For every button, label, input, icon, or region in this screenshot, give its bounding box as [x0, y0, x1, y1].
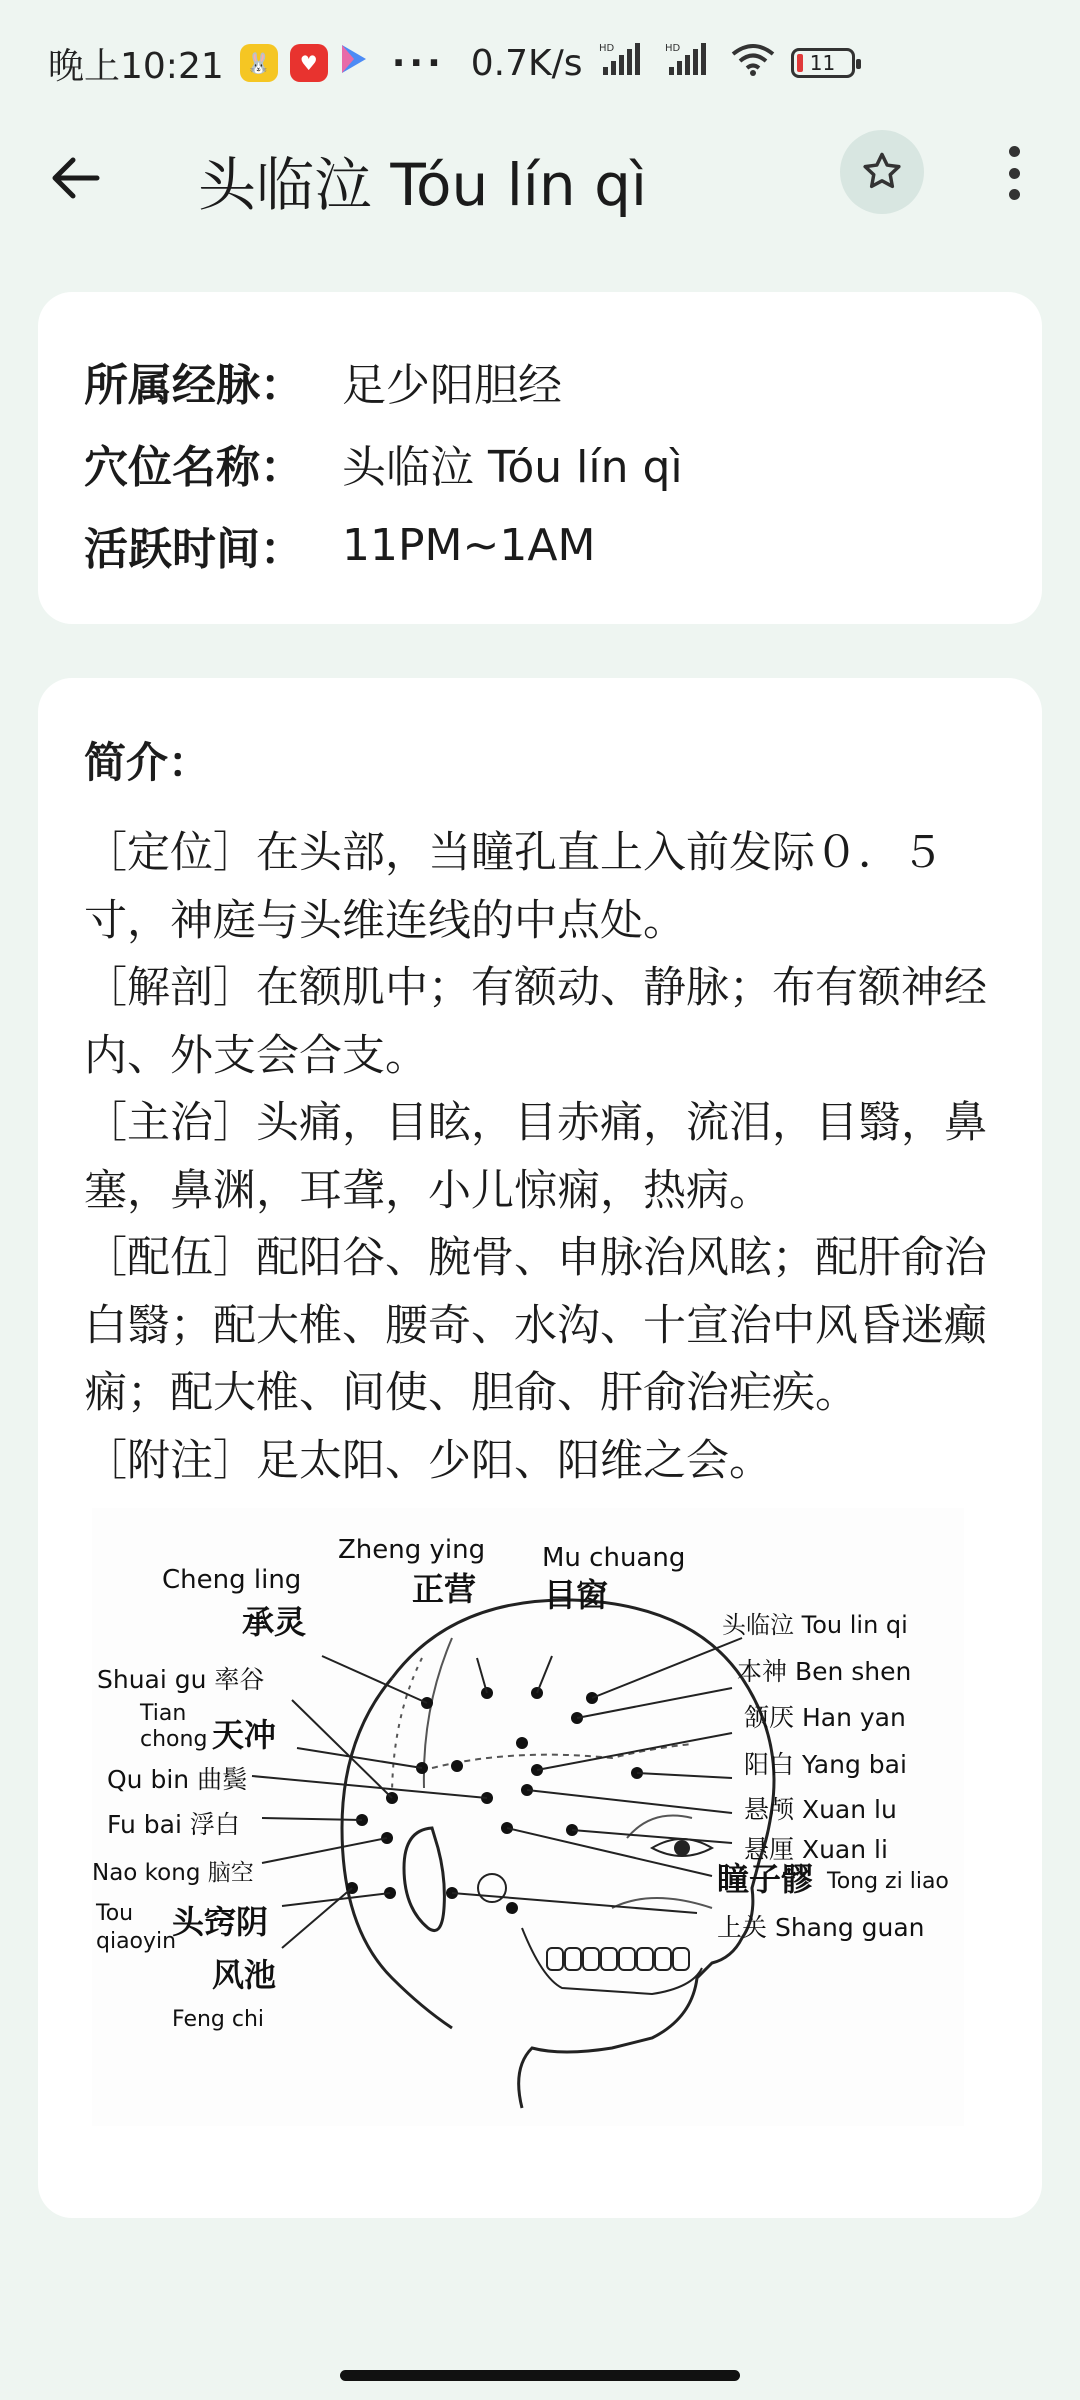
head-acupoint-illustration: [92, 1508, 964, 2126]
description-notes: ［附注］足太阳、少阳、阳维之会。: [84, 1435, 772, 1486]
home-indicator[interactable]: [340, 2370, 740, 2381]
meridian-value: 足少阳胆经: [342, 360, 562, 411]
active-time-value: 11PM~1AM: [342, 519, 596, 571]
description-card: [38, 678, 1042, 2218]
label-tou-qiaoyin-cn: 头窍阴: [172, 1903, 269, 1941]
network-speed: 0.7K/s: [470, 42, 583, 84]
status-bar: [0, 0, 1080, 126]
label-mu-chuang-en: Mu chuang: [542, 1543, 686, 1573]
active-time-row: [84, 504, 996, 586]
label-zheng-ying-en: Zheng ying: [338, 1535, 486, 1565]
signal-icon-1: [599, 41, 643, 86]
label-mu-chuang-cn: 目窗: [544, 1576, 609, 1614]
description-combinations: ［配伍］配阳谷、腕骨、申脉治风眩；配肝俞治白翳；配大椎、腰奇、水沟、十宣治中风昏迷癫痫；配大椎、间使、胆俞、肝俞治疟疾。: [84, 1233, 987, 1418]
play-store-icon: [340, 43, 368, 84]
status-time: 晚上10:21: [48, 45, 224, 87]
label-tong-zi-liao-cn: 瞳子髎: [717, 1860, 814, 1898]
label-tong-zi-liao-en: Tong zi liao: [827, 1869, 949, 1894]
label-xuan-lu: 悬颅 Xuan lu: [744, 1795, 897, 1824]
notification-app-icon-1: 🐰: [240, 44, 278, 82]
wifi-icon: [731, 42, 775, 85]
favorite-button[interactable]: [840, 130, 924, 214]
battery-icon: [791, 48, 855, 78]
acupoint-name-value: 头临泣 Tóu lín qì: [342, 442, 683, 493]
label-cheng-ling-cn: 承灵: [242, 1603, 307, 1641]
label-ben-shen: 本神 Ben shen: [737, 1657, 912, 1686]
svg-text:HD: HD: [664, 42, 680, 54]
star-outline-icon: [859, 149, 905, 195]
notification-app-icon-2: ♥: [290, 44, 328, 82]
info-card: [38, 292, 1042, 624]
label-han-yan: 颔厌 Han yan: [744, 1703, 906, 1732]
label-cheng-ling-en: Cheng ling: [162, 1565, 302, 1595]
app-bar: [0, 126, 1080, 228]
label-tian-chong-en-2: chong: [140, 1727, 208, 1752]
description-location: ［定位］在头部，当瞳孔直上入前发际０．５寸，神庭与头维连线的中点处。: [84, 828, 944, 946]
active-time-label: 活跃时间：: [84, 524, 304, 575]
page-title: 头临泣 Tóu lín qì: [198, 151, 648, 219]
description-indications: ［主治］头痛，目眩，目赤痛，流泪，目翳，鼻塞，鼻渊，耳聋，小儿惊痫，热病。: [84, 1098, 987, 1216]
more-vert-icon: [1009, 146, 1020, 157]
battery-level: 11: [809, 51, 836, 75]
label-xuan-li: 悬厘 Xuan li: [744, 1835, 888, 1864]
label-nao-kong: Nao kong 脑空: [92, 1860, 254, 1886]
acupoint-name-label: 穴位名称：: [84, 442, 304, 493]
label-qu-bin: Qu bin 曲鬓: [107, 1765, 248, 1794]
label-zheng-ying-cn: 正营: [412, 1570, 477, 1608]
label-tou-qiaoyin-en-1: Tou: [96, 1901, 134, 1926]
label-tou-qiaoyin-en-2: qiaoyin: [96, 1929, 177, 1954]
description-text: [84, 820, 996, 1495]
acupoint-diagram: [92, 1508, 964, 2126]
label-yang-bai: 阳白 Yang bai: [744, 1750, 907, 1779]
more-options-button[interactable]: [992, 140, 1036, 206]
meridian-label: 所属经脉：: [84, 360, 304, 411]
svg-text:HD: HD: [598, 42, 614, 54]
label-shang-guan: 上关 Shang guan: [717, 1913, 925, 1942]
label-shuai-gu: Shuai gu 率谷: [97, 1665, 265, 1694]
label-feng-chi-en: Feng chi: [172, 2007, 265, 2032]
label-tian-chong-cn: 天冲: [212, 1716, 277, 1754]
signal-icon-2: [665, 41, 709, 86]
arrow-left-icon: [51, 156, 101, 200]
back-button[interactable]: [44, 146, 108, 210]
more-notifications-icon: ···: [391, 42, 445, 84]
label-tou-lin-qi: 头临泣 Tou lin qi: [722, 1611, 908, 1639]
meridian-row: [84, 340, 996, 422]
label-fu-bai: Fu bai 浮白: [107, 1810, 240, 1839]
description-heading: 简介：: [84, 738, 211, 787]
acupoint-name-row: [84, 422, 996, 504]
label-feng-chi-cn: 风池: [212, 1956, 277, 1994]
label-tian-chong-en-1: Tian: [140, 1701, 187, 1726]
description-anatomy: ［解剖］在额肌中；有额动、静脉；布有额神经内、外支会合支。: [84, 963, 987, 1081]
